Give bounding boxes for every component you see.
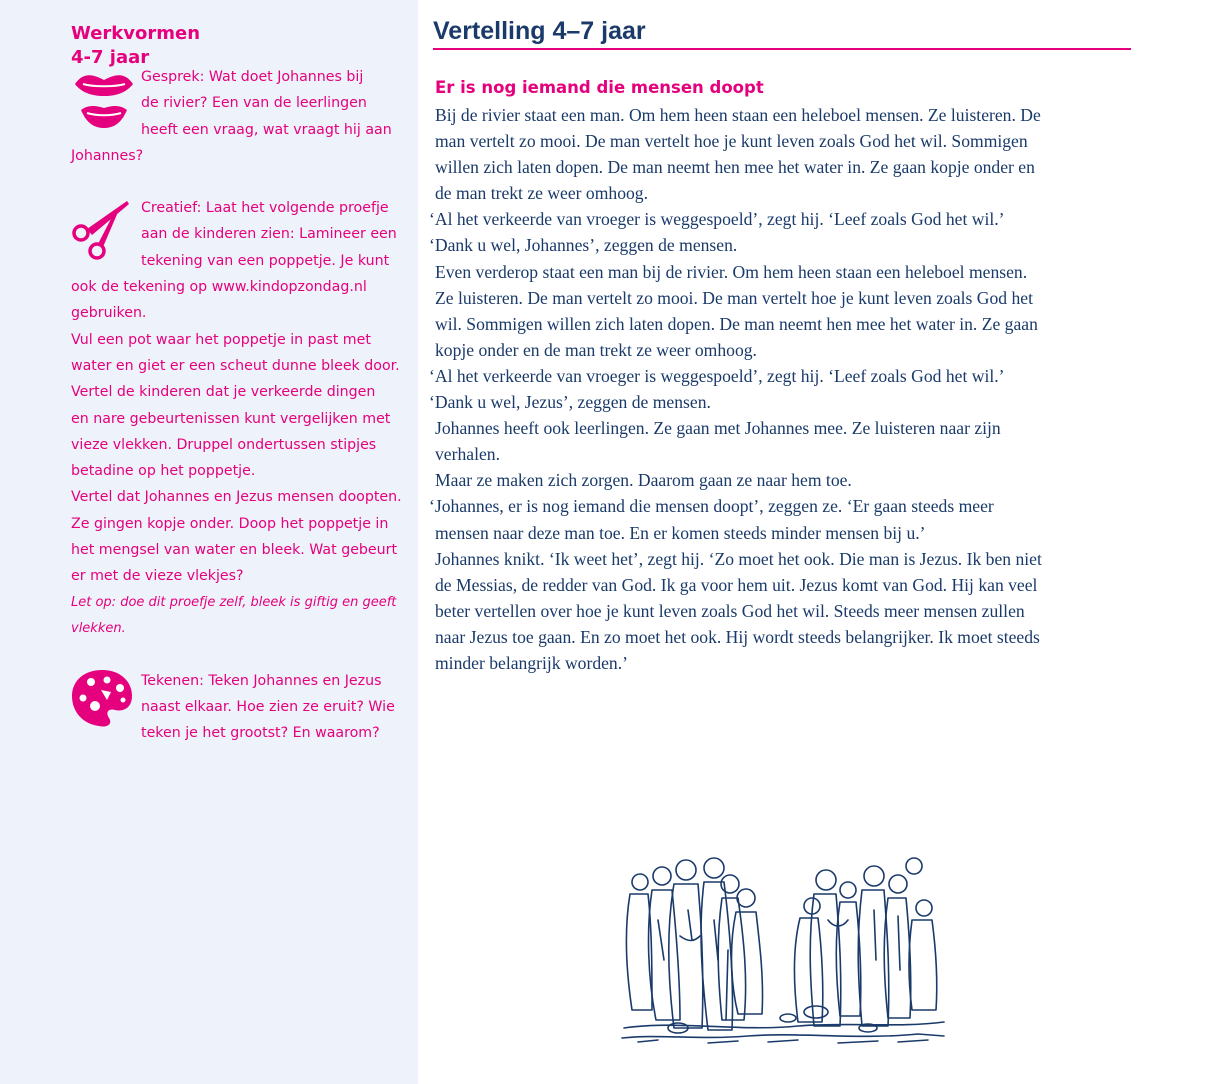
story-column [429,14,1133,676]
creatief-note-line: Let op: doe dit proefje zelf, bleek is giftig en geeft [71,594,397,610]
creatief-line: het mengsel van water en bleek. Wat gebeurt [71,542,398,559]
creatief-line: gebruiken. [71,305,147,322]
creatief-line: water en giet er een scheut dunne bleek door. [71,357,400,374]
gesprek-block [71,64,411,169]
crowd-by-river-illustration [618,850,948,1045]
story-line: man vertelt zo mooi. De man vertelt hoe je kunt leven zoals God het wil. Sommigen [435,131,1028,152]
gesprek-line: Gesprek: Wat doet Johannes bij [141,69,364,85]
creatief-line: Creatief: Laat het volgende proefje [141,200,389,217]
sidebar-title [71,22,411,70]
story-line: Johannes knikt. ‘Ik weet het’, zegt hij. ‘Zo moet het ook. Die man is Jezus. Ik ben niet [435,548,1042,569]
creatief-line: tekening van een poppetje. Je kunt [141,252,390,269]
story-line: ‘Johannes, er is nog iemand die mensen doopt’, zeggen ze. ‘Er gaan steeds meer [429,496,994,517]
story-line: ‘Al het verkeerde van vroeger is weggespoeld’, zegt hij. ‘Leef zoals God het wil.’ [429,365,1005,386]
story-line: willen zich laten dopen. De man neemt hen mee het water in. Ze gaan kopje onder en [435,157,1035,178]
creatief-line: Vul een pot waar het poppetje in past met [71,331,371,348]
creatief-line: vieze vlekken. Druppel ondertussen stipjes [71,436,377,453]
story-line: Even verderop staat een man bij de rivier. Om hem heen staan een heleboel mensen. [435,261,1028,282]
creatief-block [71,195,411,641]
werkvormen-column [71,22,411,747]
story-line: wil. Sommigen willen zich laten dopen. De man neemt hen mee het water in. Ze gaan [435,313,1038,334]
story-subtitle: Er is nog iemand die mensen doopt [435,78,764,97]
tekenen-block [71,668,411,747]
story-text [429,102,1133,676]
story-line: minder belangrijk worden.’ [435,652,628,673]
gesprek-line: Johannes? [71,147,144,164]
tekenen-line: teken je het grootst? En waarom? [141,725,380,742]
tekenen-line: naast elkaar. Hoe zien ze eruit? Wie [141,698,395,715]
story-line: de man trekt ze weer omhoog. [435,183,648,204]
story-line: naar Jezus toe gaan. En zo moet het ook. Hij wordt steeds belangrijker. Ik moet steeds [435,626,1040,647]
story-line: Johannes heeft ook leerlingen. Ze gaan met Johannes mee. Ze luisteren naar zijn [435,418,1001,439]
story-line: Ze luisteren. De man vertelt zo mooi. De man vertelt hoe je kunt leven zoals God het [435,287,1033,308]
tekenen-line: Tekenen: Teken Johannes en Jezus [141,672,382,689]
creatief-line: en nare gebeurtenissen kunt vergelijken met [71,410,391,427]
sidebar-title-line2: 4-7 jaar [71,47,150,68]
story-line: kopje onder en de man trekt ze weer omhoog. [435,339,757,360]
gesprek-line: de rivier? Een van de leerlingen [141,95,367,112]
story-line: Bij de rivier staat een man. Om hem heen staan een heleboel mensen. Ze luisteren. De [435,105,1041,125]
lips-icon [71,70,137,132]
story-line: Maar ze maken zich zorgen. Daarom gaan ze naar hem toe. [435,470,852,491]
creatief-line: Vertel dat Johannes en Jezus mensen doopten. [71,489,402,506]
palette-icon [71,668,133,728]
story-line: mensen naar deze man toe. En er komen steeds minder mensen bij u.’ [435,522,926,543]
creatief-line: Ze gingen kopje onder. Doop het poppetje in [71,515,389,532]
story-line: ‘Dank u wel, Jezus’, zeggen de mensen. [429,392,711,413]
creatief-line: aan de kinderen zien: Lamineer een [141,226,397,243]
gesprek-line: heeft een vraag, wat vraagt hij aan [141,121,392,138]
story-line: ‘Dank u wel, Johannes’, zeggen de mensen. [429,235,738,256]
sidebar-title-line1: Werkvormen [71,23,201,44]
story-line: ‘Al het verkeerde van vroeger is weggespoeld’, zegt hij. ‘Leef zoals God het wil.’ [429,209,1005,230]
creatief-line: betadine op het poppetje. [71,463,256,480]
creatief-line: Vertel de kinderen dat je verkeerde dingen [71,384,376,401]
story-line: verhalen. [435,444,500,465]
scissors-icon [71,197,133,261]
creatief-line: ook de tekening op www.kindopzondag.nl [71,279,367,296]
story-line: de Messias, de redder van God. Ik ga voor hem uit. Jezus komt van God. Hij kan veel [435,574,1038,595]
creatief-note-line: vlekken. [71,620,126,636]
story-line: beter vertellen over hoe je kunt leven zoals God het wil. Steeds meer mensen zullen [435,600,1025,621]
creatief-line: er met de vieze vlekjes? [71,568,244,585]
sidebar-panel [0,0,418,1084]
page-title: Vertelling 4–7 jaar [433,14,1131,50]
